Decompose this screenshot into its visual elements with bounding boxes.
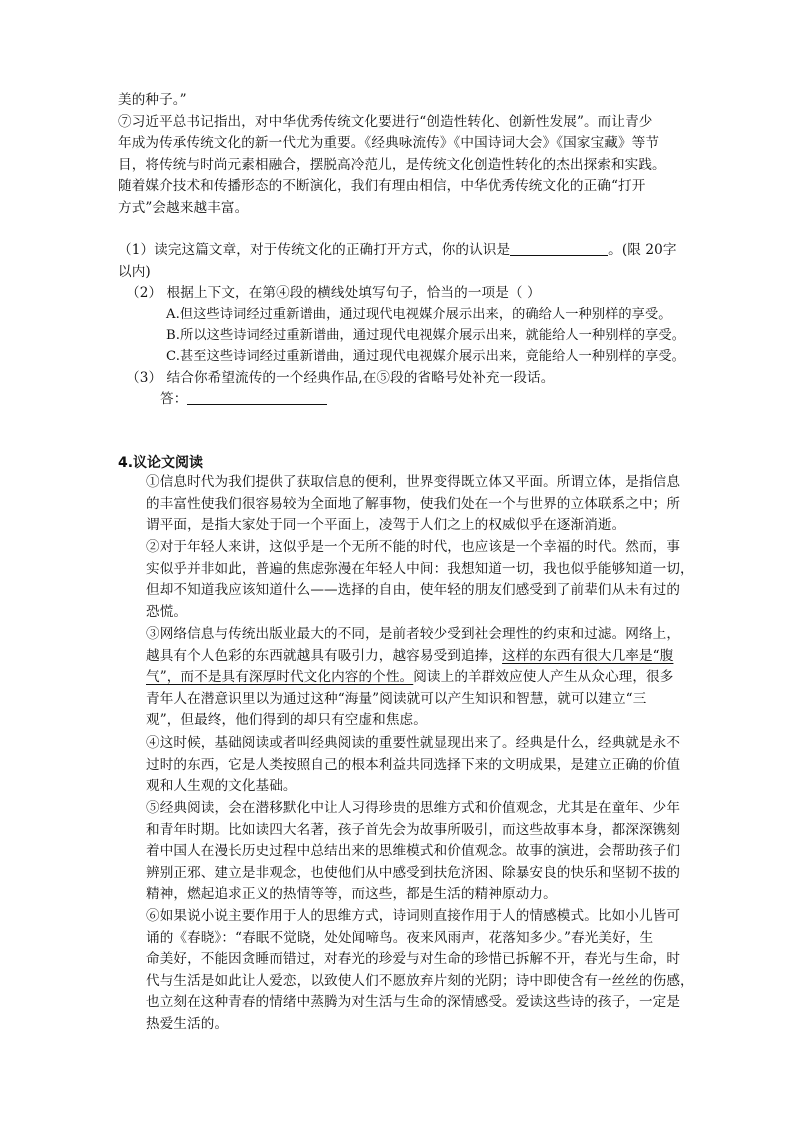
- text-line: 命美好，不能因贪睡而错过，对春光的珍爱与对生命的珍惜已拆解不开，春光与生命，时: [146, 951, 681, 968]
- text-segment: 阅读上的羊群效应使人产生从众心理，很多: [413, 669, 674, 686]
- text-line: 精神，燃起追求正义的热情等等，而这些，都是生活的精神原动力。: [146, 886, 557, 903]
- answer-label: 答：: [160, 391, 188, 407]
- option-a: A.但这些诗词经过重新谱曲，通过现代电视媒介展示出来，的确给人一种别样的享受。: [166, 307, 672, 322]
- text-line: [146, 646, 702, 668]
- question-1-limit: 。(限 20字: [608, 242, 677, 258]
- essay-paragraph-2: [146, 537, 702, 623]
- question-1-limit-line: 以内): [118, 263, 151, 280]
- underlined-sentence: 这样的东西有很大几率是“腹: [502, 647, 674, 664]
- text-line: 年成为传承传统文化的新一代尤为重要。《经典咏流传》《中国诗词大会》《国家宝藏》等节: [118, 135, 660, 152]
- answer-blank[interactable]: [510, 241, 608, 256]
- question-1-line: [118, 240, 702, 262]
- text-line: [146, 667, 702, 689]
- text-line: 青年人在潜意识里以为通过这种“海量”阅读就可以产生知识和智慧，就可以建立“三: [146, 690, 647, 707]
- text-line: 恐慌。: [146, 603, 188, 620]
- text-line: 辨别正邪、建立是非观念，也使他们从中感受到扶危济困、除暴安良的快乐和坚韧不拔的: [146, 864, 681, 881]
- text-line: ⑥如果说小说主要作用于人的思维方式，诗词则直接作用于人的情感模式。比如小儿皆可: [146, 908, 681, 924]
- question-3: （3） 结合你希望流传的一个经典作品,在⑤段的省略号处补充一段话。: [126, 370, 555, 386]
- text-line: 诵的《春晓》：“春眠不觉晓，处处闻啼鸟。夜来风雨声，花落知多少。”春光美好，生: [146, 929, 654, 946]
- text-line: 方式”会越来越丰富。: [118, 199, 249, 216]
- question-1: [118, 240, 702, 283]
- text-line: 观”，但最终，他们得到的却只有空虚和焦虑。: [146, 712, 427, 729]
- essay-paragraph-4: [146, 733, 702, 798]
- text-line: 但却不知道我应该知道什么——选择的自由，使年轻的朋友们感受到了前辈们从未有过的: [146, 582, 681, 599]
- text-line: ①信息时代为我们提供了获取信息的便利，世界变得既立体又平面。所谓立体，是指信息: [146, 474, 681, 490]
- text-line: ⑤经典阅读，会在潜移默化中让人习得珍贵的思维方式和价值观念，尤其是在童年、少年: [146, 800, 681, 816]
- text-line: 着中国人在漫长历史过程中总结出来的思维模式和价值观念。故事的演进，会帮助孩子们: [146, 843, 681, 860]
- text-line: 观和人生观的文化基础。: [146, 778, 297, 795]
- essay-paragraph-5: [146, 798, 702, 906]
- text-line: 目，将传统与时尚元素相融合，摆脱高冷范儿，是传统文化创造性转化的杰出探索和实践。: [118, 156, 666, 173]
- text-line: 过时的东西，它是人类按照自己的根本利益共同选择下来的文明成果，是建立正确的价值: [146, 756, 681, 773]
- text-line: 热爱生活的。: [146, 1015, 229, 1032]
- essay-paragraph-3: [146, 624, 702, 732]
- essay-paragraph-1: [146, 472, 702, 537]
- text-line: 美的种子。”: [118, 92, 187, 108]
- option-c: C.甚至这些诗词经过重新谱曲，通过现代电视媒介展示出来，竟能给人一种别样的享受。: [166, 349, 685, 364]
- question-2: （2） 根据上下文，在第④段的横线处填写句子，恰当的一项是（ ）: [126, 285, 541, 301]
- underlined-sentence: 气”，而不是具有深厚时代文化内容的个性。: [146, 669, 414, 686]
- text-line: ③网络信息与传统出版业最大的不同，是前者较少受到社会理性的约束和过滤。网络上，: [146, 626, 681, 642]
- text-line: 随着媒介技术和传播形态的不断演化，我们有理由相信，中华优秀传统文化的正确“打开: [118, 178, 646, 195]
- option-b: B.所以这些诗词经过重新谱曲，通过现代电视媒介展示出来，就能给人一种别样的享受。: [166, 328, 686, 343]
- text-line: 代与生活是如此让人爱恋，以致使人们不愿放弃片刻的光阴；诗中即使含有一丝丝的伤感，: [146, 972, 694, 989]
- text-line: 谓平面，是指大家处于同一个平面上，凌驾于人们之上的权威似乎在逐渐消逝。: [146, 517, 626, 534]
- passage-paragraph-7: [118, 90, 702, 220]
- text-line: ⑦习近平总书记指出，对中华优秀传统文化要进行“创造性转化、创新性发展”。而让青少: [118, 113, 653, 130]
- text-segment: 越具有个人色彩的东西就越具有吸引力，越容易受到追捧，: [146, 647, 503, 664]
- essay-paragraph-6: [146, 906, 702, 1036]
- text-line: 也立刻在这种青春的情绪中蒸腾为对生活与生命的深情感受。爱读这些诗的孩子，一定是: [146, 994, 681, 1011]
- answer-row: [160, 389, 744, 411]
- text-line: ④这时候，基础阅读或者叫经典阅读的重要性就显现出来了。经典是什么，经典就是永不: [146, 735, 681, 751]
- text-line: 实似乎并非如此，普遍的焦虑弥漫在年轻人中间：我想知道一切，我也似乎能够知道一切，: [146, 560, 694, 577]
- text-line: 和青年时期。比如读四大名著，孩子首先会为故事所吸引，而这些故事本身，都深深镌刻: [146, 821, 681, 838]
- answer-line[interactable]: [187, 390, 327, 405]
- text-line: ②对于年轻人来讲，这似乎是一个无所不能的时代，也应该是一个幸福的时代。然而，事: [146, 539, 681, 555]
- section-heading: 4.议论文阅读: [118, 455, 204, 471]
- text-line: 的丰富性使我们很容易较为全面地了解事物，使我们处在一个与世界的立体联系之中；所: [146, 495, 681, 512]
- question-1-text: （1）读完这篇文章，对于传统文化的正确打开方式，你的认识是: [118, 242, 511, 258]
